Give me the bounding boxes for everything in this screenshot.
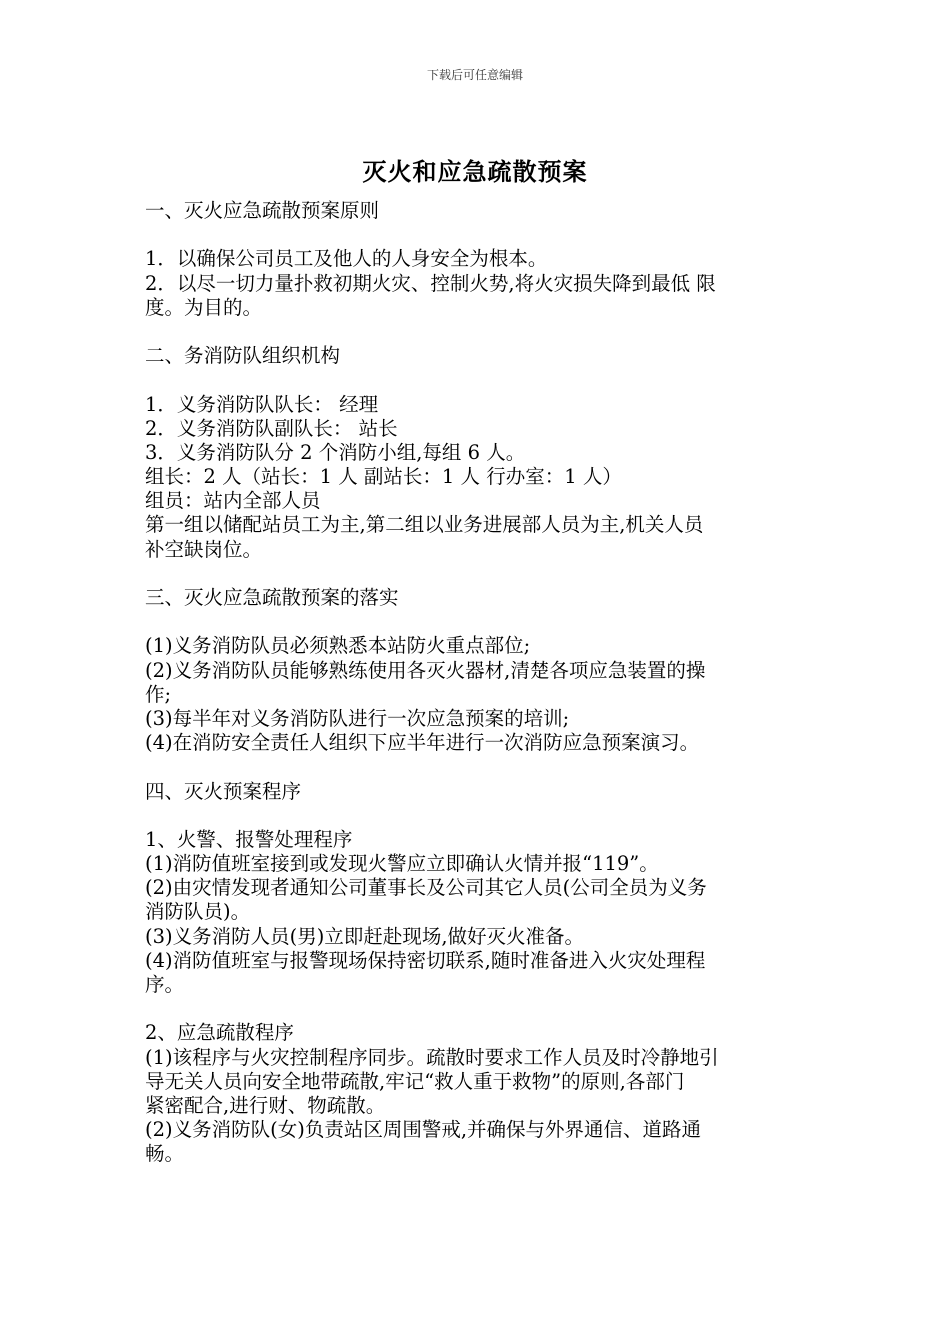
text-line: 序。 [145,973,185,996]
text-line: 度。为目的。 [145,295,263,319]
text-line: 2．义务消防队副队长： 站长 [145,416,398,440]
text-line: 四、灭火预案程序 [145,779,302,803]
text-line: 紧密配合,进行财、物疏散。 [145,1093,386,1117]
text-line: 畅。 [145,1142,185,1166]
text-line: 2．以尽一切力量扑救初期火灾、控制火势,将火灾损失降到最低 限 [145,271,716,295]
text-line: 二、务消防队组织机构 [145,344,341,368]
document-title: 灭火和应急疏散预案 [362,157,588,186]
text-line: 3．义务消防队分 2 个消防小组,每组 6 人。 [145,440,526,464]
text-line: (3)义务消防人员(男)立即赶赴现场,做好灭火准备。 [145,924,585,948]
document-body [145,199,810,1167]
text-line: 一、灭火应急疏散预案原则 [145,199,380,222]
text-line: 导无关人员向安全地带疏散,牢记“救人重于救物”的原则,各部门 [145,1069,685,1093]
blank-line [145,610,810,634]
blank-line [145,368,810,392]
text-line: 作; [145,682,172,706]
blank-line [145,223,810,247]
text-line: (1)义务消防队员必须熟悉本站防火重点部位; [145,634,531,658]
text-line: 补空缺岗位。 [145,537,263,561]
blank-line [145,804,810,828]
text-line: 1．义务消防队队长： 经理 [145,392,379,416]
text-line: (3)每半年对义务消防队进行一次应急预案的培训; [145,706,570,730]
text-line: 2、应急疏散程序 [145,1021,294,1045]
blank-line [145,755,810,779]
text-line: (2)义务消防队员能够熟练使用各灭火器材,清楚各项应急装置的操 [145,658,706,682]
text-line: (1)消防值班室接到或发现火警应立即确认火情并报“119”。 [145,852,659,876]
blank-line [145,320,810,344]
text-line: (1)该程序与火灾控制程序同步。疏散时要求工作人员及时冷静地引 [145,1045,719,1069]
text-line: 第一组以储配站员工为主,第二组以业务进展部人员为主,机关人员 [145,513,704,537]
blank-line [145,562,810,586]
text-line: (4)消防值班室与报警现场保持密切联系,随时准备进入火灾处理程 [145,948,706,972]
text-line: 消防队员)。 [145,900,251,924]
text-line: (4)在消防安全责任人组织下应半年进行一次消防应急预案演习。 [145,731,700,755]
text-line: 组长：2 人（站长：1 人 副站长：1 人 行办室：1 人） [145,465,622,489]
text-line: (2)义务消防队(女)负责站区周围警戒,并确保与外界通信、道路通 [145,1118,702,1142]
text-line: (2)由灾情发现者通知公司董事长及公司其它人员(公司全员为义务 [145,876,707,900]
header-note: 下载后可任意编辑 [426,68,523,82]
blank-line [145,997,810,1021]
text-line: 1．以确保公司员工及他人的人身安全为根本。 [145,247,548,271]
text-line: 三、灭火应急疏散预案的落实 [145,586,399,609]
text-line: 组员：站内全部人员 [145,489,321,513]
text-line: 1、火警、报警处理程序 [145,827,353,851]
